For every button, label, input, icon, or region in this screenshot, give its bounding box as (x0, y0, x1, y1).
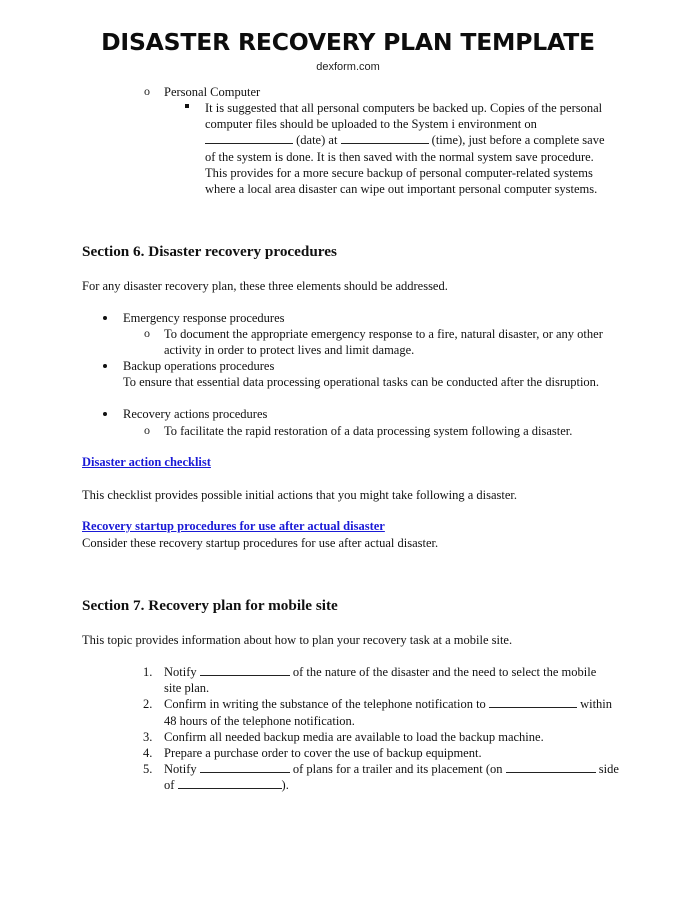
time-blank (341, 132, 429, 144)
section6-heading: Section 6. Disaster recovery procedures (82, 243, 337, 260)
section7-heading: Section 7. Recovery plan for mobile site (82, 597, 338, 614)
pc-line-3: (date) at (time), just before a complete save (205, 132, 625, 148)
side-blank (506, 761, 596, 773)
list-item: 3. Confirm all needed backup media are available to load the backup machine. (143, 729, 544, 744)
emergency-response-desc: To document the appropriate emergency response to a fire, natural disaster, or any other activity in order to protect lives and limit damage. (164, 327, 603, 358)
recovery-startup-link[interactable]: Recovery startup procedures for use after actual disaster (82, 519, 385, 533)
hollow-bullet-icon: o (144, 326, 150, 340)
emergency-response-label: Emergency response procedures (123, 311, 285, 325)
backup-operations-label: Backup operations procedures (123, 359, 275, 373)
notify-blank (200, 761, 290, 773)
pc-line-4: of the system is done. It is then saved with the normal system save procedure. (205, 149, 594, 164)
pc-line-6: where a local area disaster can wipe out important personal computer systems. (205, 182, 598, 197)
backup-operations (123, 358, 623, 390)
bullet-icon (103, 316, 107, 320)
recovery-startup-description: Consider these recovery startup procedures for use after actual disaster. (82, 536, 439, 550)
section6-intro: For any disaster recovery plan, these three elements should be addressed. (82, 279, 448, 293)
hollow-bullet-icon: o (144, 84, 150, 98)
list-item: 2. Confirm in writing the substance of the telephone notification to within 48 hours of the telephone notification. (143, 697, 613, 728)
disaster-action-checklist-link[interactable]: Disaster action checklist (82, 455, 211, 469)
bullet-icon (103, 412, 107, 416)
recovery-actions-desc: To facilitate the rapid restoration of a data processing system following a disaster. (164, 424, 573, 438)
notify-blank (200, 664, 290, 676)
section7-intro: This topic provides information about how to plan your recovery task at a mobile site. (82, 633, 513, 647)
bullet-icon (103, 364, 107, 368)
mobile-site-steps (143, 664, 623, 794)
document-title: DISASTER RECOVERY PLAN TEMPLATE (101, 28, 595, 56)
list-item: 5. Notify of plans for a trailer and its placement (on side of ). (143, 762, 619, 793)
pc-line-5: This provides for a more secure backup of personal computer-related systems (205, 165, 593, 180)
recovery-actions-label: Recovery actions procedures (123, 407, 268, 421)
date-blank (205, 132, 293, 144)
checklist-description: This checklist provides possible initial actions that you might take following a disaster. (82, 488, 517, 502)
recipient-blank (489, 696, 577, 708)
pc-line-1: It is suggested that all personal computers be backed up. Copies of the personal (205, 101, 603, 115)
hollow-bullet-icon: o (144, 423, 150, 437)
backup-operations-desc: To ensure that essential data processing operational tasks can be conducted after the disruption. (123, 375, 600, 390)
square-bullet-icon (185, 104, 189, 108)
side-name-blank (178, 777, 282, 789)
personal-computer-label: Personal Computer (164, 85, 261, 99)
list-item: 4. Prepare a purchase order to cover the use of backup equipment. (143, 745, 482, 760)
list-item: 1. Notify of the nature of the disaster and the need to select the mobile site plan. (143, 665, 597, 696)
pc-line-2: computer files should be uploaded to the System i environment on (205, 117, 537, 132)
document-site: dexform.com (316, 61, 380, 73)
personal-computer-text (205, 100, 625, 197)
